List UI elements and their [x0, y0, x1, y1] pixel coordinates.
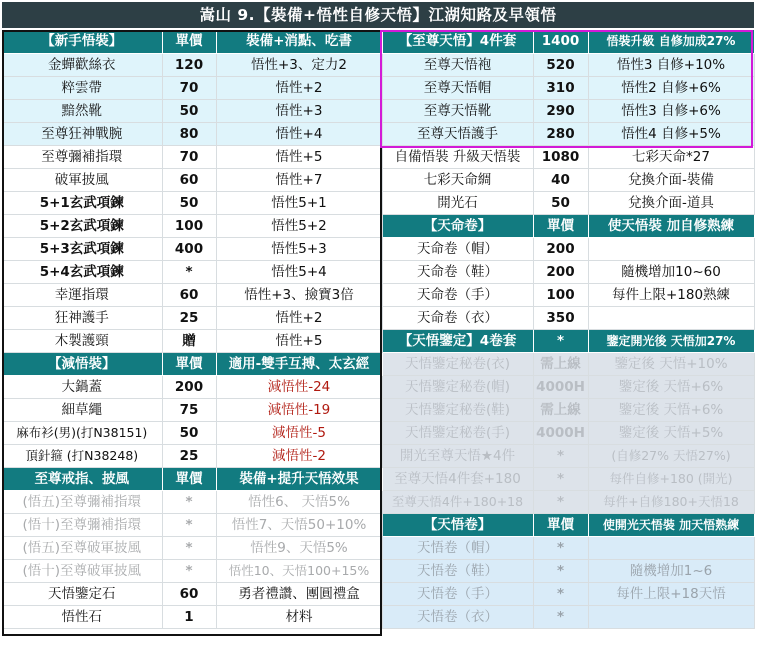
r-item-price: 50 — [533, 191, 588, 214]
table-row — [2, 283, 754, 306]
r-item-effect: 兌換介面-裝備 — [588, 168, 754, 191]
l-item-effect: 勇者禮讚、團圓禮盒 — [216, 582, 382, 605]
l-item-effect: 悟性5+4 — [216, 260, 382, 283]
r-item-name: 至尊天悟袍 — [382, 53, 533, 76]
r-item-name: 天悟卷（手） — [382, 582, 533, 605]
r-item-name: 天命卷（衣） — [382, 306, 533, 329]
l-item-name: 狂神護手 — [2, 306, 162, 329]
r-item-price: 單價 — [533, 513, 588, 536]
l-item-effect: 減悟性-2 — [216, 444, 382, 467]
r-item-effect: 每件上限+180熟練 — [588, 283, 754, 306]
r-item-name: 天命卷（鞋） — [382, 260, 533, 283]
r-item-effect: (自修27% 天悟27%) — [588, 444, 754, 467]
l-item-price: 單價 — [162, 467, 216, 490]
r-item-effect: 每件自修+180 (開光) — [588, 467, 754, 490]
l-item-price: 75 — [162, 398, 216, 421]
l-item-effect: 悟性5+2 — [216, 214, 382, 237]
l-item-name: 幸運指環 — [2, 283, 162, 306]
r-item-name: 天悟卷（鞋） — [382, 559, 533, 582]
r-item-price: * — [533, 490, 588, 513]
l-item-name: 5+3玄武項鍊 — [2, 237, 162, 260]
r-item-price: * — [533, 582, 588, 605]
l-item-name: 黯然靴 — [2, 99, 162, 122]
l-item-effect: 減悟性-19 — [216, 398, 382, 421]
l-item-effect: 悟性+3 — [216, 99, 382, 122]
r-item-name: 天悟鑒定秘卷(鞋) — [382, 398, 533, 421]
l-item-name: 5+2玄武項鍊 — [2, 214, 162, 237]
table-row — [2, 53, 754, 76]
l-item-effect: 悟性9、天悟5% — [216, 536, 382, 559]
page-title: 嵩山 9.【裝備+悟性自修天悟】江湖知路及早領悟 — [2, 2, 754, 28]
r-item-price: 310 — [533, 76, 588, 99]
r-item-name: 至尊天悟4件+180+18 — [382, 490, 533, 513]
l-item-price: 50 — [162, 99, 216, 122]
l-item-effect: 減悟性-24 — [216, 375, 382, 398]
r-item-effect: 每件+自修180+天悟18 — [588, 490, 754, 513]
table-row — [2, 30, 754, 53]
r-item-effect: 悟裝升級 自修加成27% — [588, 30, 754, 53]
r-item-effect — [588, 536, 754, 559]
l-item-name: 大鍋蓋 — [2, 375, 162, 398]
r-item-name: 開光石 — [382, 191, 533, 214]
r-item-name: 開光至尊天悟★4件 — [382, 444, 533, 467]
r-item-effect: 鑒定開光後 天悟加27% — [588, 329, 754, 352]
r-item-name: 【天悟鑒定】4卷套 — [382, 329, 533, 352]
r-item-effect: 兌換介面-道具 — [588, 191, 754, 214]
r-item-effect: 鑒定後 天悟+10% — [588, 352, 754, 375]
l-item-effect: 悟性+7 — [216, 168, 382, 191]
table-row — [2, 490, 754, 513]
r-item-name: 至尊天悟帽 — [382, 76, 533, 99]
l-item-name: 至尊狂神戰腕 — [2, 122, 162, 145]
l-item-price: 60 — [162, 582, 216, 605]
l-item-price: * — [162, 536, 216, 559]
l-item-name: (悟五)至尊破軍披風 — [2, 536, 162, 559]
table-row — [2, 559, 754, 582]
l-item-name: 金蟬歡絲衣 — [2, 53, 162, 76]
l-item-name: (悟十)至尊彌補指環 — [2, 513, 162, 536]
r-item-effect: 使開光天悟裝 加天悟熟練 — [588, 513, 754, 536]
r-item-name: 自備悟裝 升級天悟裝 — [382, 145, 533, 168]
l-item-price: 50 — [162, 191, 216, 214]
r-item-name: 天悟鑒定秘卷(衣) — [382, 352, 533, 375]
r-item-price: 100 — [533, 283, 588, 306]
l-item-effect: 悟性+2 — [216, 306, 382, 329]
l-item-name: 天悟鑒定石 — [2, 582, 162, 605]
table-row — [2, 467, 754, 490]
r-item-name: 【至尊天悟】4件套 — [382, 30, 533, 53]
r-item-price: * — [533, 536, 588, 559]
l-item-price: 60 — [162, 283, 216, 306]
table-row — [2, 375, 754, 398]
l-item-effect: 裝備+消點、吃書 — [216, 30, 382, 53]
l-item-price: 400 — [162, 237, 216, 260]
r-item-effect: 悟性2 自修+6% — [588, 76, 754, 99]
r-item-name: 至尊天悟靴 — [382, 99, 533, 122]
r-item-effect: 悟性4 自修+5% — [588, 122, 754, 145]
l-item-price: 25 — [162, 306, 216, 329]
r-item-effect: 悟性3 自修+10% — [588, 53, 754, 76]
r-item-effect — [588, 306, 754, 329]
r-item-price: 4000H — [533, 421, 588, 444]
table-row — [2, 122, 754, 145]
l-item-name: 悟性石 — [2, 605, 162, 628]
table-row — [2, 444, 754, 467]
r-item-name: 至尊天悟護手 — [382, 122, 533, 145]
l-item-name: 【減悟裝】 — [2, 352, 162, 375]
table-row — [2, 237, 754, 260]
l-item-price: 贈 — [162, 329, 216, 352]
l-item-effect: 材料 — [216, 605, 382, 628]
r-item-effect: 隨機增加10~60 — [588, 260, 754, 283]
r-item-name: 至尊天悟4件套+180 — [382, 467, 533, 490]
r-item-name: 七彩天命綢 — [382, 168, 533, 191]
r-item-name: 天命卷（手） — [382, 283, 533, 306]
l-item-effect: 悟性+3、定力2 — [216, 53, 382, 76]
r-item-price: * — [533, 444, 588, 467]
r-item-price: 40 — [533, 168, 588, 191]
r-item-price: 需上線 — [533, 352, 588, 375]
l-item-name: 細草繩 — [2, 398, 162, 421]
l-item-name: (悟十)至尊破軍披風 — [2, 559, 162, 582]
table-row — [2, 352, 754, 375]
l-item-price: 50 — [162, 421, 216, 444]
l-item-name: 粹雲帶 — [2, 76, 162, 99]
r-item-name: 天悟鑒定秘卷(帽) — [382, 375, 533, 398]
r-item-effect — [588, 237, 754, 260]
l-item-price: 單價 — [162, 30, 216, 53]
r-item-price: 200 — [533, 260, 588, 283]
r-item-price: 290 — [533, 99, 588, 122]
r-item-effect — [588, 605, 754, 628]
r-item-price: 520 — [533, 53, 588, 76]
l-item-effect: 悟性+2 — [216, 76, 382, 99]
l-item-price: 25 — [162, 444, 216, 467]
r-item-effect: 隨機增加1~6 — [588, 559, 754, 582]
r-item-effect: 每件上限+18天悟 — [588, 582, 754, 605]
r-item-price: * — [533, 329, 588, 352]
r-item-name: 天悟鑒定秘卷(手) — [382, 421, 533, 444]
l-item-effect: 悟性5+3 — [216, 237, 382, 260]
l-item-name: 5+4玄武項鍊 — [2, 260, 162, 283]
l-item-name: 至尊戒指、披風 — [2, 467, 162, 490]
l-item-name: 至尊彌補指環 — [2, 145, 162, 168]
l-item-price: * — [162, 513, 216, 536]
r-item-name: 天悟卷（帽） — [382, 536, 533, 559]
l-item-price: 80 — [162, 122, 216, 145]
table-row — [2, 398, 754, 421]
l-item-effect: 裝備+提升天悟效果 — [216, 467, 382, 490]
r-item-price: 280 — [533, 122, 588, 145]
l-item-effect: 悟性+5 — [216, 145, 382, 168]
r-item-effect: 悟性3 自修+6% — [588, 99, 754, 122]
table-row — [2, 605, 754, 628]
l-item-name: 破軍披風 — [2, 168, 162, 191]
l-item-effect: 悟性10、天悟100+15% — [216, 559, 382, 582]
r-item-effect: 鑒定後 天悟+5% — [588, 421, 754, 444]
l-item-name: 麻布衫(男)(打N38151) — [2, 421, 162, 444]
l-item-effect: 減悟性-5 — [216, 421, 382, 444]
l-item-price: 120 — [162, 53, 216, 76]
l-item-effect: 悟性+3、撿寶3倍 — [216, 283, 382, 306]
table-row — [2, 168, 754, 191]
table-row — [2, 191, 754, 214]
table-row — [2, 145, 754, 168]
table-row — [2, 421, 754, 444]
l-item-name: 頂針箍 (打N38248) — [2, 444, 162, 467]
l-item-price: 200 — [162, 375, 216, 398]
l-item-effect: 適用-雙手互搏、太玄經 — [216, 352, 382, 375]
r-item-price: 350 — [533, 306, 588, 329]
r-item-price: * — [533, 605, 588, 628]
table-row — [2, 329, 754, 352]
l-item-price: 單價 — [162, 352, 216, 375]
l-item-name: (悟五)至尊彌補指環 — [2, 490, 162, 513]
r-item-effect: 鑒定後 天悟+6% — [588, 375, 754, 398]
l-item-effect: 悟性+5 — [216, 329, 382, 352]
r-item-name: 天悟卷（衣） — [382, 605, 533, 628]
l-item-price: * — [162, 260, 216, 283]
l-item-price: 70 — [162, 76, 216, 99]
l-item-name: 5+1玄武項鍊 — [2, 191, 162, 214]
l-item-effect: 悟性7、天悟50+10% — [216, 513, 382, 536]
r-item-name: 天命卷（帽） — [382, 237, 533, 260]
table-row — [2, 536, 754, 559]
r-item-price: * — [533, 559, 588, 582]
table-row — [2, 214, 754, 237]
l-item-price: * — [162, 490, 216, 513]
r-item-price: 單價 — [533, 214, 588, 237]
r-item-name: 【天命卷】 — [382, 214, 533, 237]
l-item-price: 1 — [162, 605, 216, 628]
r-item-price: * — [533, 467, 588, 490]
l-item-effect: 悟性5+1 — [216, 191, 382, 214]
table-row — [2, 76, 754, 99]
r-item-price: 1400 — [533, 30, 588, 53]
l-item-price: 100 — [162, 214, 216, 237]
l-item-effect: 悟性6、 天悟5% — [216, 490, 382, 513]
l-item-name: 【新手悟裝】 — [2, 30, 162, 53]
l-item-name: 木製護頸 — [2, 329, 162, 352]
l-item-effect: 悟性+4 — [216, 122, 382, 145]
r-item-price: 4000H — [533, 375, 588, 398]
table-row — [2, 306, 754, 329]
equipment-table — [2, 30, 755, 629]
table-row — [2, 260, 754, 283]
r-item-effect: 使天悟裝 加自修熟練 — [588, 214, 754, 237]
r-item-name: 【天悟卷】 — [382, 513, 533, 536]
l-item-price: * — [162, 559, 216, 582]
l-item-price: 70 — [162, 145, 216, 168]
r-item-price: 1080 — [533, 145, 588, 168]
r-item-effect: 鑒定後 天悟+6% — [588, 398, 754, 421]
r-item-effect: 七彩天命*27 — [588, 145, 754, 168]
table-row — [2, 582, 754, 605]
r-item-price: 200 — [533, 237, 588, 260]
l-item-price: 60 — [162, 168, 216, 191]
table-row — [2, 99, 754, 122]
r-item-price: 需上線 — [533, 398, 588, 421]
table-row — [2, 513, 754, 536]
